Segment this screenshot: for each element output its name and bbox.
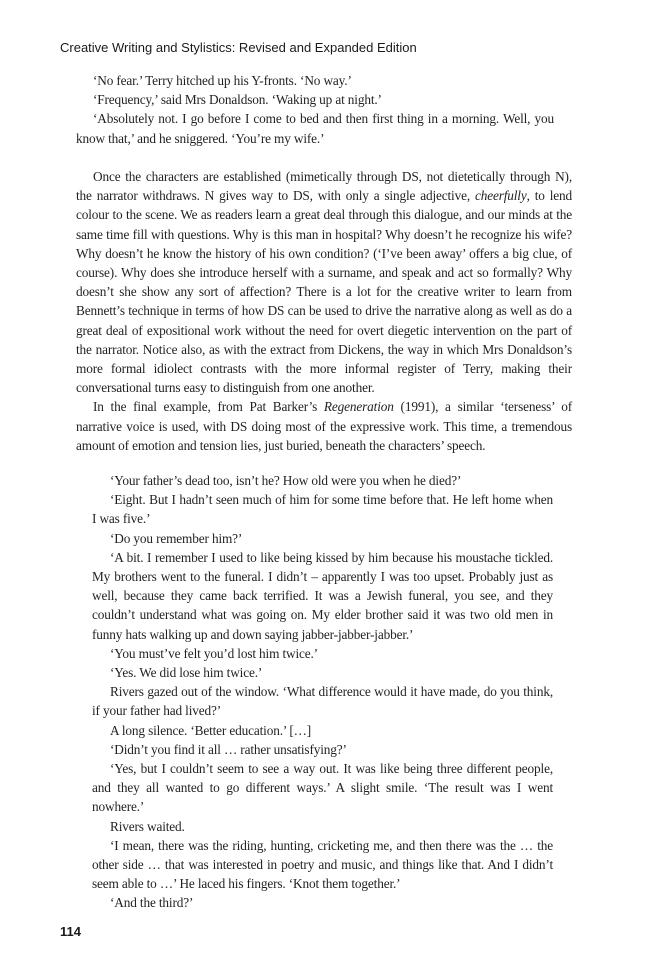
extract-paragraph: ‘Yes, but I couldn’t seem to see a way out. It was like being three different people, and they all wanted to go different ways.’ A slight smile. ‘The result was I went nowhere.’: [92, 761, 553, 815]
commentary-paragraph: [76, 397, 572, 455]
extract-paragraph: ‘Your father’s dead too, isn’t he? How old were you when he died?’: [110, 473, 462, 488]
text-run: (1991), a similar ‘terseness’ of narrative voice is used, with DS doing most of the expressive work. This time, a tremendous amount of emotion and tension lies, just buried, beneath the characters’ speech.: [76, 399, 572, 453]
extract-paragraph: Rivers gazed out of the window. ‘What difference would it have made, do you think, if your father had lived?’: [92, 684, 553, 719]
text-run: , to lend colour to the scene. We as readers learn a great deal through this dialogue, and our minds at the same time fill with questions. Why is this man in hospital? Why doesn’t he recognize his wife? Why doesn’t he know the history of his own condition? (‘I’ve been away’ offers a big clue, of course). Why does she introduce herself with a surname, and speak and act so formally? Why doesn’t she show any sort of affection? There is a lot for the creative writer to learn from Bennett’s technique in terms of how DS can be used to drive the narrative along as well as do a great deal of expositional work without the need for overt diegetic intervention on the part of the narrator. Notice also, as with the extract from Dickens, the way in which Mrs Donaldson’s more formal idiolect contrasts with the more informal register of Terry, making their conversational turns easy to distinguish from one another.: [76, 188, 572, 396]
dialogue-extract-bennett: [76, 71, 554, 148]
dialogue-extract-barker: [92, 471, 553, 913]
extract-paragraph: ‘A bit. I remember I used to like being kissed by him because his moustache tickled. My brothers went to the funeral. I didn’t – apparently I was too upset. Probably just as well, because they came back terrified. It was a Jewish funeral, you see, and they couldn’t understand what was going on. My elder brother said it was two old men in funny hats walking up and down saying jabber-jabber-jabber.’: [92, 549, 553, 642]
text-run: In the final example, from Pat Barker’s: [93, 399, 324, 415]
extract-paragraph: ‘No fear.’ Terry hitched up his Y-fronts. ‘No way.’: [93, 73, 352, 88]
extract-paragraph: A long silence. ‘Better education.’ […]: [110, 722, 312, 738]
extract-paragraph: ‘Yes. We did lose him twice.’: [110, 665, 263, 681]
text-run: Once the characters are established (mimetically through DS, not dietetically through N), the narrator withdraws. N gives way to DS, with only a single adjective,: [76, 169, 572, 204]
extract-paragraph: ‘Eight. But I hadn’t seen much of him for some time before that. He left home when I was five.’: [92, 492, 553, 527]
extract-paragraph: ‘And the third?’: [110, 895, 194, 911]
running-head: Creative Writing and Stylistics: Revised and Expanded Edition: [60, 40, 417, 55]
extract-paragraph: ‘Do you remember him?’: [110, 530, 243, 546]
extract-paragraph: Rivers waited.: [110, 818, 185, 834]
extract-paragraph: ‘Didn’t you find it all … rather unsatisfying?’: [110, 741, 347, 757]
extract-paragraph: ‘You must’ve felt you’d lost him twice.’: [110, 645, 318, 661]
italic-run: cheerfully: [474, 188, 527, 204]
commentary-prose: [76, 167, 572, 455]
page-number: 114: [60, 924, 81, 939]
extract-paragraph: ‘Frequency,’ said Mrs Donaldson. ‘Waking up at night.’: [93, 92, 382, 108]
extract-paragraph: ‘Absolutely not. I go before I come to bed and then first thing in a morning. Well, you know that,’ and he sniggered. ‘You’re my wife.’: [76, 111, 554, 146]
commentary-paragraph: [76, 167, 572, 397]
extract-paragraph: ‘I mean, there was the riding, hunting, cricketing me, and then there was the … the other side … that was interested in poetry and music, and things like that. And I didn’t seem able to …’ He laced his fingers. ‘Knot them together.’: [92, 837, 553, 892]
italic-run: Regeneration: [323, 399, 394, 415]
